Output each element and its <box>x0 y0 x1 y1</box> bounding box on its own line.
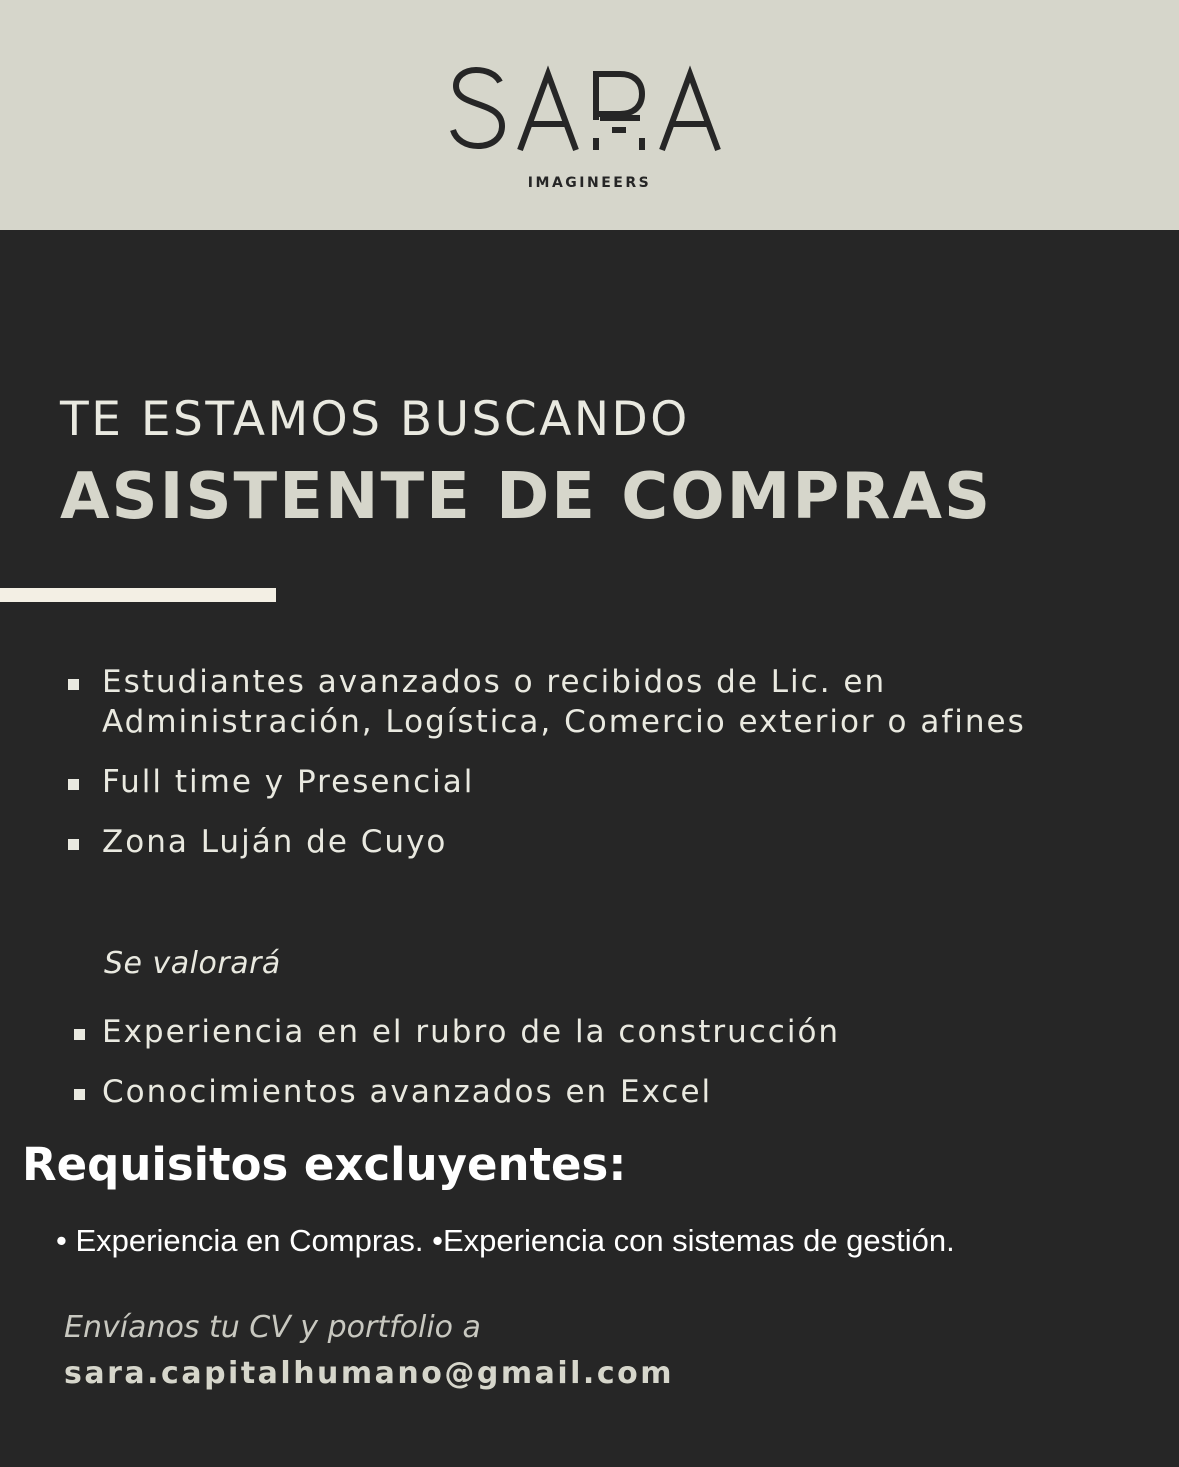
list-item <box>66 1012 1026 1052</box>
job-title: ASISTENTE DE COMPRAS <box>60 460 993 534</box>
logo-subtitle: IMAGINEERS <box>527 175 652 191</box>
requirement-text: Estudiantes avanzados o recibidos de Lic. en Administración, Logística, Comercio exterior o afines <box>102 664 1026 740</box>
mandatory-heading: Requisitos excluyentes: <box>22 1138 627 1191</box>
header-banner <box>0 0 1179 230</box>
square-bullet-icon <box>74 1089 85 1100</box>
accent-divider <box>0 588 276 602</box>
valued-heading: Se valorará <box>104 946 281 981</box>
list-item <box>66 762 1026 802</box>
list-item <box>66 1072 1026 1112</box>
valued-text: Experiencia en el rubro de la construcción <box>102 1014 841 1050</box>
mandatory-text: • Experiencia en Compras. •Experiencia con sistemas de gestión. <box>56 1223 955 1258</box>
contact-cta: Envíanos tu CV y portfolio a <box>64 1310 481 1345</box>
square-bullet-icon <box>68 779 79 790</box>
requirements-list <box>66 662 1026 882</box>
square-bullet-icon <box>68 839 79 850</box>
sara-logo <box>440 60 740 160</box>
square-bullet-icon <box>68 679 79 690</box>
kicker-text: TE ESTAMOS BUSCANDO <box>60 392 690 447</box>
requirement-text: Zona Luján de Cuyo <box>102 824 448 860</box>
contact-email[interactable]: sara.capitalhumano@gmail.com <box>64 1356 674 1391</box>
list-item <box>66 662 1026 742</box>
square-bullet-icon <box>74 1029 85 1040</box>
list-item <box>66 822 1026 862</box>
valued-list <box>66 1012 1026 1132</box>
valued-text: Conocimientos avanzados en Excel <box>102 1074 713 1110</box>
requirement-text: Full time y Presencial <box>102 764 475 800</box>
